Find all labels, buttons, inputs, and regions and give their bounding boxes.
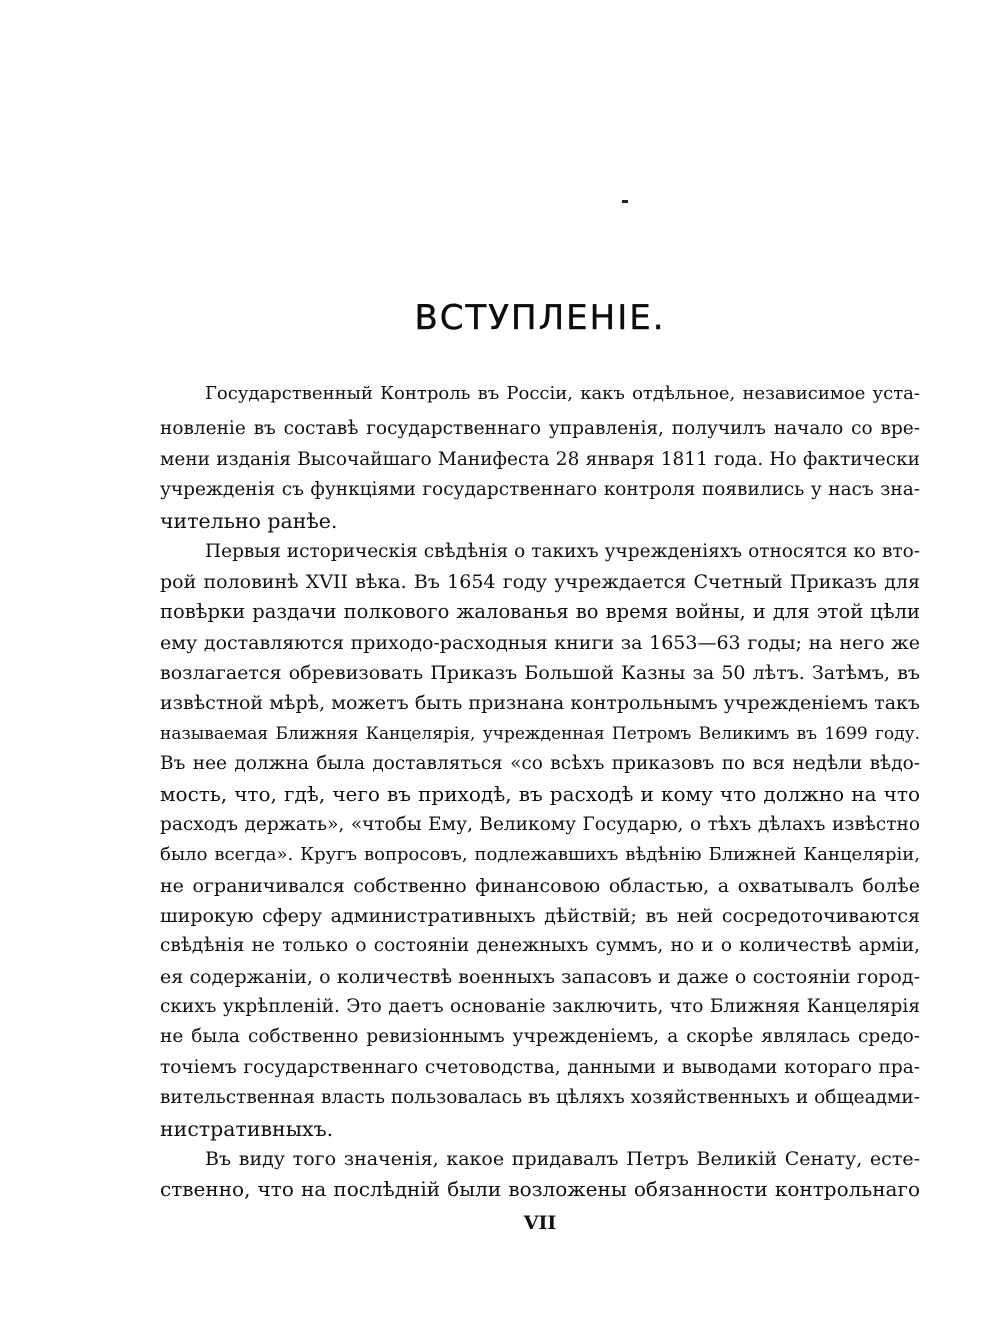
text-line: расходъ держать», «чтобы Ему, Великому Государю, о тѣхъ дѣлахъ извѣстно (160, 814, 920, 835)
text-line: извѣстной мѣрѣ, можетъ быть признана контрольнымъ учрежденіемъ такъ (160, 692, 920, 714)
text-line: называемая Ближняя Канцелярія, учрежденная Петромъ Великимъ въ 1699 году. (160, 724, 920, 744)
text-line: широкую сферу административныхъ дѣйствій; въ ней сосредоточиваются (160, 905, 920, 927)
page-title: ВСТУПЛЕНІЕ. (414, 298, 666, 338)
text-line: вительственная власть пользовалась въ цѣляхъ хозяйственныхъ и общеадми- (160, 1087, 920, 1108)
text-line: ему доставляются приходо-расходныя книги за 1653—63 годы; на него же (160, 632, 920, 654)
text-line: рой половинѣ XVII вѣка. Въ 1654 году учреждается Счетный Приказъ для (160, 571, 920, 593)
text-line: не была собственно ревизіоннымъ учрежденіемъ, а скорѣе являлась средо- (160, 1026, 920, 1047)
print-mark (622, 200, 628, 203)
text-line: повѣрки раздачи полкового жалованья во время войны, и для этой цѣли (160, 600, 920, 623)
text-line: чительно ранѣе. (160, 509, 338, 533)
text-line: мени изданія Высочайшаго Манифеста 28 января 1811 года. Но фактически (160, 449, 920, 470)
text-line: скихъ укрѣпленій. Это даетъ основаніе заключить, что Ближняя Канцелярія (160, 996, 920, 1017)
text-line: свѣдѣнія не только о состояніи денежныхъ суммъ, но и о количествѣ арміи, (160, 935, 920, 956)
text-line: Въ нее должна была доставляться «со всѣхъ приказовъ по вся недѣли вѣдо- (160, 753, 920, 774)
text-line: не ограничивался собственно финансовою областью, а охватывалъ болѣе (160, 875, 920, 897)
text-line: ственно, что на послѣдній были возложены обязанности контрольнаго (160, 1177, 920, 1201)
text-line: было всегда». Кругъ вопросовъ, подлежавшихъ вѣдѣнію Ближней Канцеляріи, (160, 844, 920, 865)
text-line: Въ виду того значенія, какое придавалъ Петръ Великій Сенату, есте- (205, 1148, 920, 1170)
text-line: мость, что, гдѣ, чего въ приходѣ, въ расходѣ и кому что должно на что (160, 782, 920, 806)
text-line: нистративныхъ. (160, 1117, 334, 1141)
text-line: Государственный Контроль въ Россіи, какъ отдѣльное, независимое уста- (205, 383, 920, 404)
page-number: VII (523, 1212, 557, 1234)
text-line: учрежденія съ функціями государственнаго контроля появились у насъ зна- (160, 479, 920, 500)
text-line: Первыя историческія свѣдѣнія о такихъ учрежденіяхъ относятся ко вто- (205, 541, 920, 562)
text-line: точіемъ государственнаго счетоводства, данными и выводами котораго пра- (160, 1057, 920, 1078)
text-line: новленіе въ составѣ государственнаго управленія, получилъ начало со вре- (160, 418, 920, 439)
text-line: возлагается обревизовать Приказъ Большой Казны за 50 лѣтъ. Затѣмъ, въ (160, 662, 920, 684)
text-line: ея содержаніи, о количествѣ военныхъ запасовъ и даже о состояніи город- (160, 966, 920, 988)
